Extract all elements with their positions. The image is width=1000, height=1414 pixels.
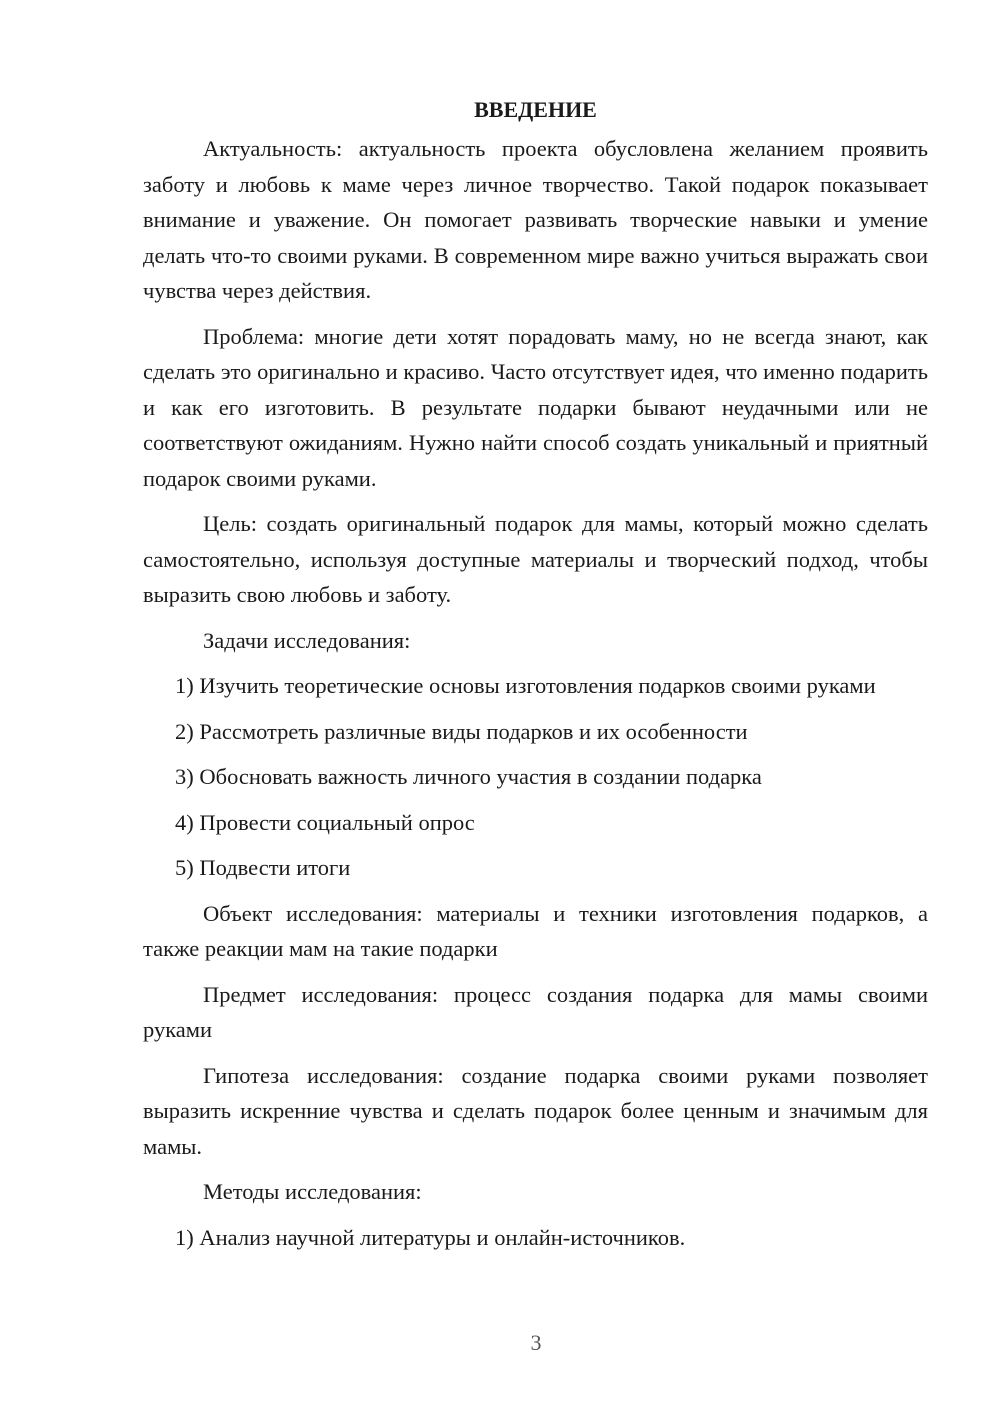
page-number: 3 xyxy=(530,1330,542,1355)
task-item-2: 2) Рассмотреть различные виды подарков и их особенности xyxy=(175,718,748,744)
relevance-paragraph: Актуальность: актуальность проекта обусловлена желанием проявить заботу и любовь к маме через личное творчество. Такой подарок показывает внимание и уважение. Он помогает развивать творческие навыки и умение делать что-то своими руками. В современном мире важно учиться выражать свои чувства через действия. xyxy=(143,136,928,303)
task-item-1: 1) Изучить теоретические основы изготовления подарков своими руками xyxy=(175,673,876,698)
task-item-5: 5) Подвести итоги xyxy=(175,855,351,880)
object-paragraph: Объект исследования: материалы и техники изготовления подарков, а также реакции мам на такие подарки xyxy=(143,900,928,961)
hypothesis-paragraph: Гипотеза исследования: создание подарка своими руками позволяет выразить искренние чувства и сделать подарок более ценным и значимым для мамы. xyxy=(143,1062,928,1159)
methods-title: Методы исследования: xyxy=(203,1179,422,1204)
page-body xyxy=(143,92,928,1265)
problem-paragraph: Проблема: многие дети хотят порадовать маму, но не всегда знают, как сделать это оригинально и красиво. Часто отсутствует идея, что именно подарить и как его изготовить. В результате подарки бывают неудачными или не соответствуют ожиданиям. Нужно найти способ создать уникальный и приятный подарок своими руками. xyxy=(143,323,928,491)
method-item-1: 1) Анализ научной литературы и онлайн-источников. xyxy=(175,1224,686,1250)
task-item-4: 4) Провести социальный опрос xyxy=(175,809,475,835)
task-item-3: 3) Обосновать важность личного участия в создании подарка xyxy=(175,764,762,789)
section-heading: ВВЕДЕНИЕ xyxy=(474,97,597,122)
subject-paragraph: Предмет исследования: процесс создания подарка для мамы своими руками xyxy=(143,981,928,1042)
goal-paragraph: Цель: создать оригинальный подарок для мамы, который можно сделать самостоятельно, используя доступные материалы и творческий подход, чтобы выразить свою любовь и заботу. xyxy=(143,511,928,607)
tasks-title: Задачи исследования: xyxy=(203,627,411,653)
